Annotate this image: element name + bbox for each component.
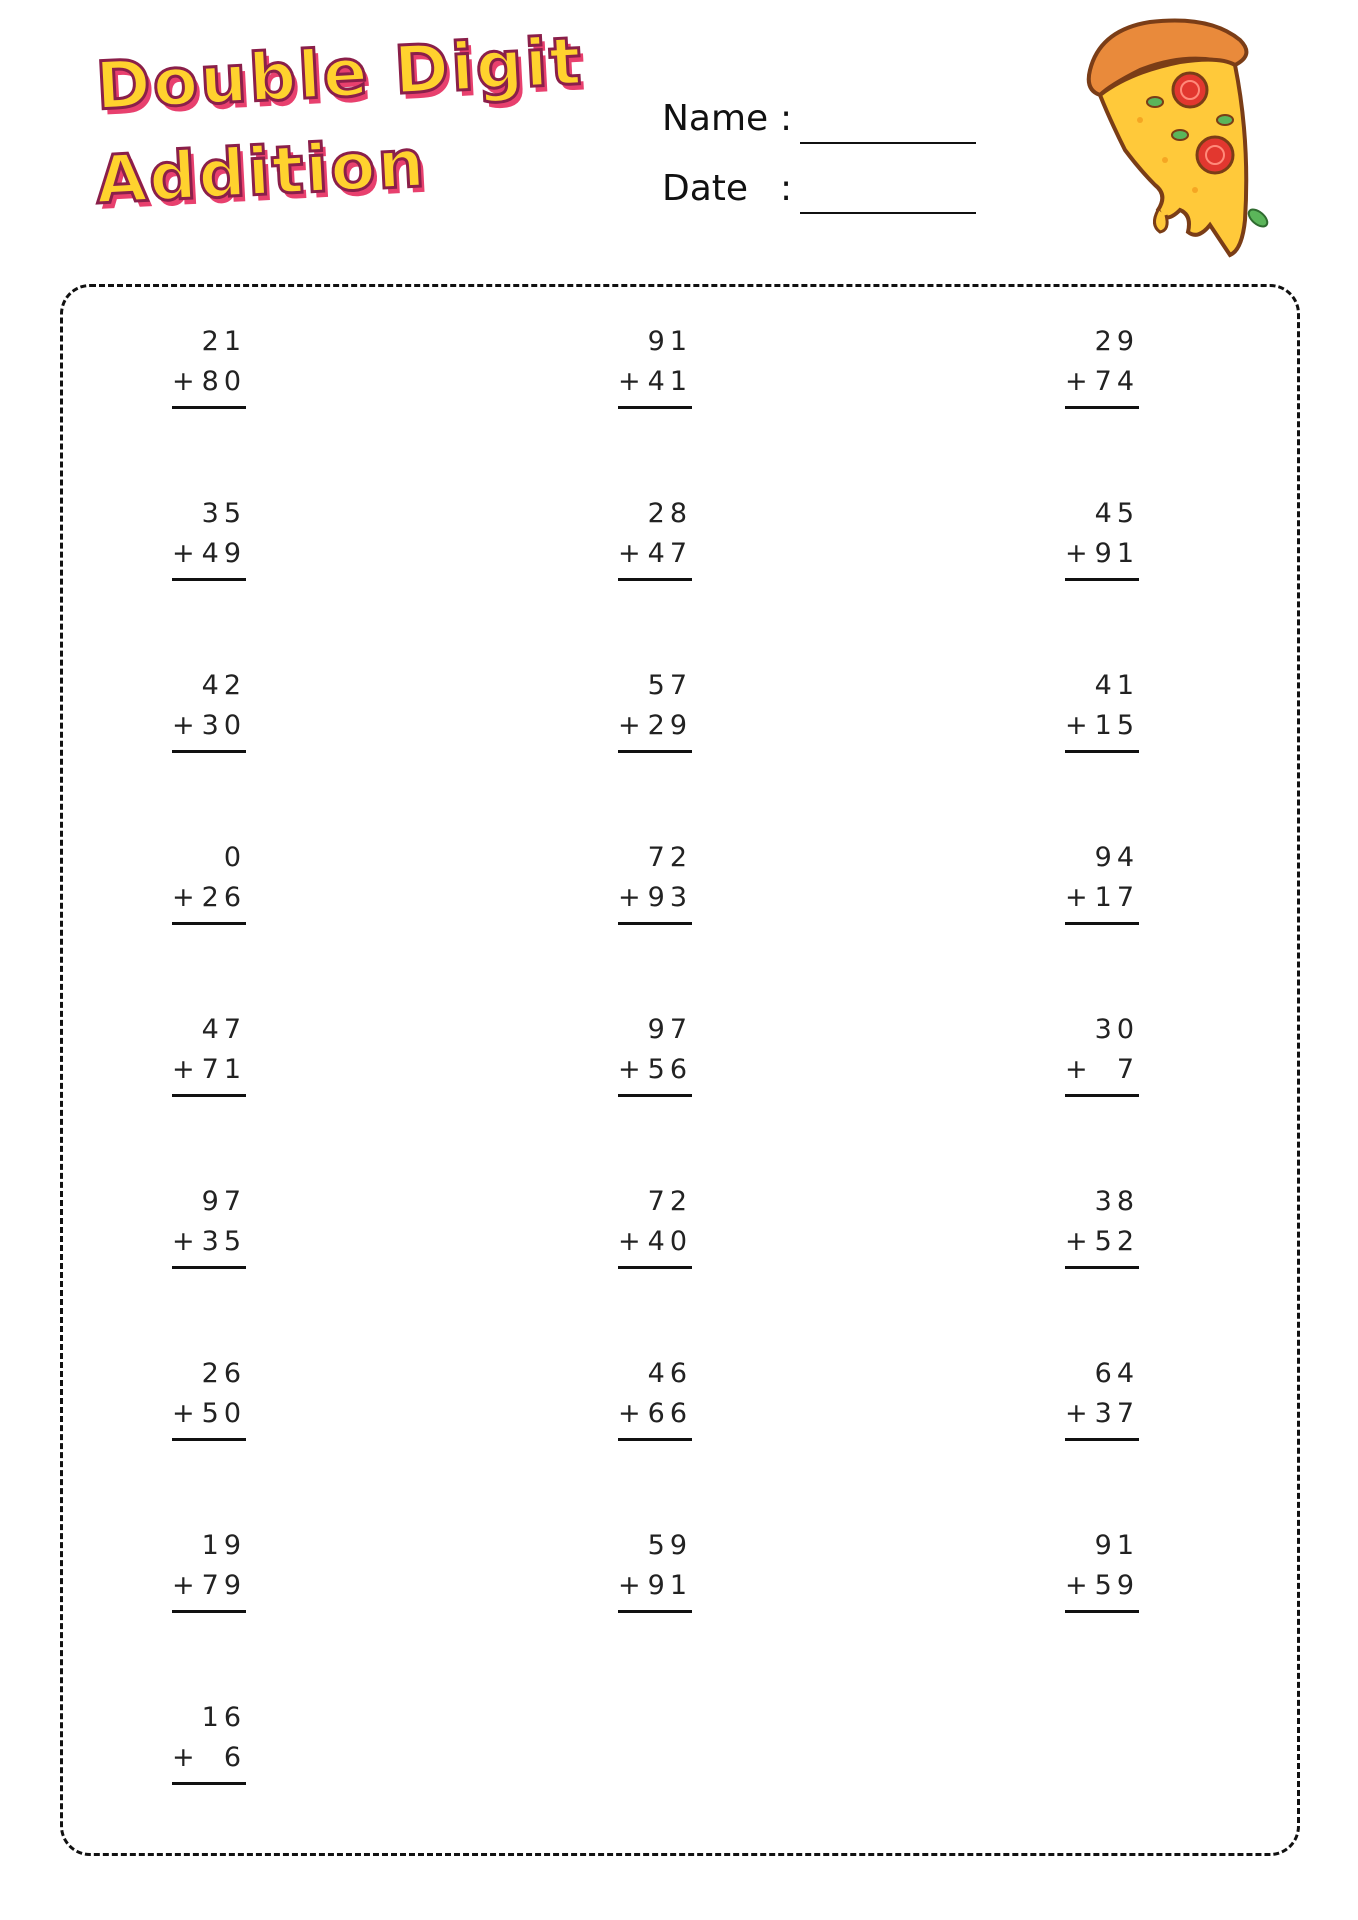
plus-sign: + bbox=[1065, 1398, 1093, 1429]
top-addend: 35 bbox=[201, 498, 246, 529]
addition-problem bbox=[172, 1182, 248, 1269]
answer-line[interactable] bbox=[172, 1610, 246, 1613]
addition-problem bbox=[1065, 838, 1141, 925]
answer-line[interactable] bbox=[618, 578, 692, 581]
bottom-addend: 6 bbox=[223, 1742, 246, 1773]
plus-sign: + bbox=[618, 1398, 646, 1429]
bottom-addend-row bbox=[172, 1050, 248, 1090]
top-addend: 46 bbox=[647, 1358, 692, 1389]
bottom-addend: 56 bbox=[647, 1054, 692, 1085]
top-addend: 16 bbox=[201, 1702, 246, 1733]
bottom-addend: 93 bbox=[647, 882, 692, 913]
bottom-addend: 91 bbox=[1094, 538, 1139, 569]
bottom-addend: 66 bbox=[647, 1398, 692, 1429]
top-addend: 94 bbox=[1094, 842, 1139, 873]
bottom-addend: 59 bbox=[1094, 1570, 1139, 1601]
plus-sign: + bbox=[618, 882, 646, 913]
plus-sign: + bbox=[618, 1226, 646, 1257]
top-addend: 57 bbox=[647, 670, 692, 701]
addition-problem bbox=[1065, 1526, 1141, 1613]
addition-problem bbox=[618, 666, 694, 753]
plus-sign: + bbox=[1065, 1054, 1093, 1085]
plus-sign: + bbox=[1065, 1570, 1093, 1601]
answer-line[interactable] bbox=[1065, 1094, 1139, 1097]
addition-problem bbox=[618, 1010, 694, 1097]
plus-sign: + bbox=[1065, 882, 1093, 913]
plus-sign: + bbox=[618, 538, 646, 569]
bottom-addend: 79 bbox=[201, 1570, 246, 1601]
addition-problem bbox=[1065, 1010, 1141, 1097]
answer-line[interactable] bbox=[172, 1782, 246, 1785]
addition-problem bbox=[618, 1526, 694, 1613]
top-addend: 29 bbox=[1094, 326, 1139, 357]
bottom-addend-row bbox=[618, 706, 694, 746]
bottom-addend-row bbox=[618, 534, 694, 574]
addition-problem bbox=[1065, 494, 1141, 581]
top-addend: 26 bbox=[201, 1358, 246, 1389]
addition-problem bbox=[172, 1354, 248, 1441]
top-addend: 41 bbox=[1094, 670, 1139, 701]
bottom-addend: 91 bbox=[647, 1570, 692, 1601]
plus-sign: + bbox=[172, 366, 200, 397]
date-field bbox=[662, 168, 794, 209]
plus-sign: + bbox=[618, 1054, 646, 1085]
top-addend: 0 bbox=[223, 842, 246, 873]
bottom-addend: 37 bbox=[1094, 1398, 1139, 1429]
date-colon: : bbox=[780, 168, 793, 209]
plus-sign: + bbox=[1065, 538, 1093, 569]
bottom-addend: 50 bbox=[201, 1398, 246, 1429]
addition-problem bbox=[172, 1526, 248, 1613]
answer-line[interactable] bbox=[1065, 922, 1139, 925]
plus-sign: + bbox=[618, 1570, 646, 1601]
top-addend: 97 bbox=[201, 1186, 246, 1217]
bottom-addend: 15 bbox=[1094, 710, 1139, 741]
top-addend: 30 bbox=[1094, 1014, 1139, 1045]
date-label: Date bbox=[662, 168, 749, 209]
plus-sign: + bbox=[172, 1054, 200, 1085]
bottom-addend: 80 bbox=[201, 366, 246, 397]
answer-line[interactable] bbox=[1065, 750, 1139, 753]
bottom-addend-row bbox=[618, 1566, 694, 1606]
plus-sign: + bbox=[1065, 366, 1093, 397]
addition-problem bbox=[172, 494, 248, 581]
bottom-addend-row bbox=[1065, 1566, 1141, 1606]
answer-line[interactable] bbox=[618, 1610, 692, 1613]
bottom-addend-row bbox=[1065, 362, 1141, 402]
bottom-addend-row bbox=[618, 362, 694, 402]
answer-line[interactable] bbox=[618, 406, 692, 409]
name-label: Name bbox=[662, 98, 769, 139]
top-addend: 91 bbox=[1094, 1530, 1139, 1561]
answer-line[interactable] bbox=[172, 750, 246, 753]
answer-line[interactable] bbox=[618, 1094, 692, 1097]
bottom-addend-row bbox=[1065, 706, 1141, 746]
top-addend: 19 bbox=[201, 1530, 246, 1561]
addition-problem bbox=[618, 494, 694, 581]
bottom-addend: 30 bbox=[201, 710, 246, 741]
plus-sign: + bbox=[172, 882, 200, 913]
bottom-addend-row bbox=[172, 1394, 248, 1434]
top-addend: 64 bbox=[1094, 1358, 1139, 1389]
plus-sign: + bbox=[618, 366, 646, 397]
plus-sign: + bbox=[618, 710, 646, 741]
bottom-addend: 49 bbox=[201, 538, 246, 569]
pizza-slice-icon bbox=[1070, 10, 1270, 260]
addition-problem bbox=[172, 666, 248, 753]
top-addend: 42 bbox=[201, 670, 246, 701]
answer-line[interactable] bbox=[618, 1438, 692, 1441]
bottom-addend-row bbox=[1065, 1222, 1141, 1262]
bottom-addend: 35 bbox=[201, 1226, 246, 1257]
top-addend: 21 bbox=[201, 326, 246, 357]
bottom-addend-row bbox=[618, 1222, 694, 1262]
top-addend: 28 bbox=[647, 498, 692, 529]
bottom-addend-row bbox=[618, 878, 694, 918]
bottom-addend: 47 bbox=[647, 538, 692, 569]
addition-problem bbox=[172, 1698, 248, 1785]
bottom-addend-row bbox=[1065, 1050, 1141, 1090]
bottom-addend: 41 bbox=[647, 366, 692, 397]
bottom-addend: 40 bbox=[647, 1226, 692, 1257]
bottom-addend-row bbox=[618, 1050, 694, 1090]
top-addend: 72 bbox=[647, 1186, 692, 1217]
top-addend: 91 bbox=[647, 326, 692, 357]
plus-sign: + bbox=[172, 1742, 200, 1773]
answer-line[interactable] bbox=[172, 406, 246, 409]
bottom-addend: 26 bbox=[201, 882, 246, 913]
bottom-addend-row bbox=[1065, 534, 1141, 574]
addition-problem bbox=[1065, 1354, 1141, 1441]
answer-line[interactable] bbox=[172, 1094, 246, 1097]
bottom-addend-row bbox=[172, 878, 248, 918]
answer-line[interactable] bbox=[1065, 1610, 1139, 1613]
bottom-addend-row bbox=[172, 1738, 248, 1778]
addition-problem bbox=[618, 1182, 694, 1269]
top-addend: 97 bbox=[647, 1014, 692, 1045]
answer-line[interactable] bbox=[172, 1438, 246, 1441]
bottom-addend: 29 bbox=[647, 710, 692, 741]
addition-problem bbox=[1065, 322, 1141, 409]
answer-line[interactable] bbox=[1065, 1266, 1139, 1269]
answer-line[interactable] bbox=[172, 1266, 246, 1269]
top-addend: 47 bbox=[201, 1014, 246, 1045]
addition-problem bbox=[172, 838, 248, 925]
bottom-addend-row bbox=[172, 706, 248, 746]
date-write-line[interactable] bbox=[800, 212, 976, 214]
answer-line[interactable] bbox=[618, 922, 692, 925]
addition-problem bbox=[172, 322, 248, 409]
addition-problem bbox=[618, 838, 694, 925]
name-write-line[interactable] bbox=[800, 142, 976, 144]
plus-sign: + bbox=[172, 538, 200, 569]
top-addend: 45 bbox=[1094, 498, 1139, 529]
plus-sign: + bbox=[172, 1226, 200, 1257]
bottom-addend-row bbox=[1065, 1394, 1141, 1434]
bottom-addend: 17 bbox=[1094, 882, 1139, 913]
bottom-addend-row bbox=[1065, 878, 1141, 918]
answer-line[interactable] bbox=[172, 578, 246, 581]
plus-sign: + bbox=[172, 710, 200, 741]
answer-line[interactable] bbox=[1065, 1438, 1139, 1441]
addition-problem bbox=[172, 1010, 248, 1097]
bottom-addend-row bbox=[172, 534, 248, 574]
top-addend: 59 bbox=[647, 1530, 692, 1561]
bottom-addend-row bbox=[172, 1222, 248, 1262]
bottom-addend-row bbox=[172, 1566, 248, 1606]
addition-problem bbox=[1065, 1182, 1141, 1269]
worksheet-title-line-2: Addition bbox=[93, 124, 429, 219]
answer-line[interactable] bbox=[618, 1266, 692, 1269]
addition-problem bbox=[1065, 666, 1141, 753]
addition-problem bbox=[618, 322, 694, 409]
plus-sign: + bbox=[1065, 710, 1093, 741]
top-addend: 38 bbox=[1094, 1186, 1139, 1217]
bottom-addend-row bbox=[172, 362, 248, 402]
bottom-addend: 74 bbox=[1094, 366, 1139, 397]
answer-line[interactable] bbox=[1065, 406, 1139, 409]
bottom-addend-row bbox=[618, 1394, 694, 1434]
answer-line[interactable] bbox=[1065, 578, 1139, 581]
worksheet-title-line-1: Double Digit bbox=[93, 22, 585, 125]
addition-problem bbox=[618, 1354, 694, 1441]
bottom-addend: 7 bbox=[1116, 1054, 1139, 1085]
answer-line[interactable] bbox=[618, 750, 692, 753]
plus-sign: + bbox=[172, 1570, 200, 1601]
plus-sign: + bbox=[172, 1398, 200, 1429]
name-field bbox=[662, 98, 794, 139]
bottom-addend: 71 bbox=[201, 1054, 246, 1085]
plus-sign: + bbox=[1065, 1226, 1093, 1257]
top-addend: 72 bbox=[647, 842, 692, 873]
bottom-addend: 52 bbox=[1094, 1226, 1139, 1257]
answer-line[interactable] bbox=[172, 922, 246, 925]
name-colon: : bbox=[780, 98, 793, 139]
